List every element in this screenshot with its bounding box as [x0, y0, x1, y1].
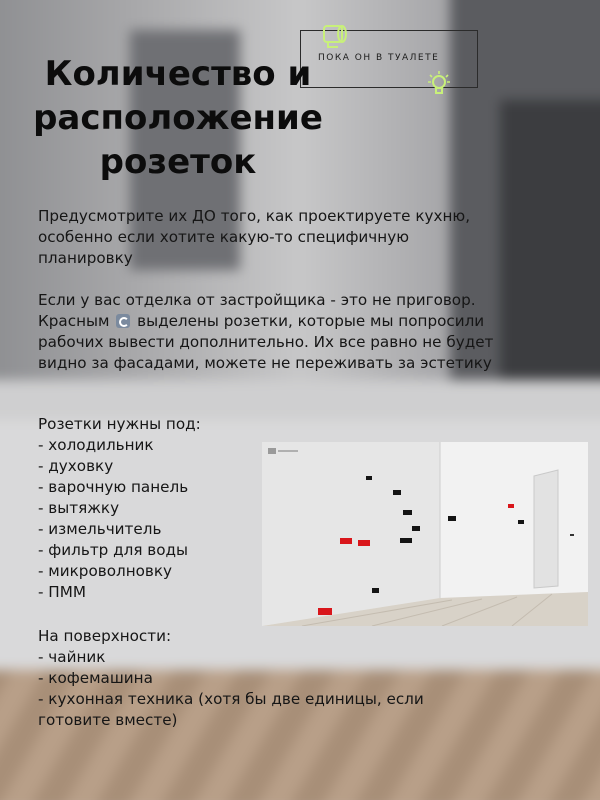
list-item: - варочную панель [38, 478, 189, 496]
toilet-paper-icon [322, 22, 352, 48]
socket-added [318, 608, 332, 615]
list-item: - чайник [38, 648, 106, 666]
note-paragraph [38, 290, 508, 374]
sockets-header: Розетки нужны под: [38, 415, 201, 433]
socket-existing [372, 588, 379, 593]
title-line: Количество и [44, 54, 312, 94]
socket-existing [448, 516, 456, 521]
refresh-icon [116, 314, 130, 328]
intro-paragraph: Предусмотрите их ДО того, как проектируете кухню, особенно если хотите какую-то специфичную планировку [38, 207, 471, 267]
socket-existing [412, 526, 420, 531]
list-item: - кухонная техника (хотя бы две единицы, если готовите вместе) [38, 690, 424, 729]
list-item: - духовку [38, 457, 114, 475]
socket-existing [518, 520, 524, 524]
socket-existing [400, 538, 412, 543]
note-text-after: выделены розетки, которые мы попросили рабочих вывести дополнительно. Их все равно не будет видно за фасадами, можете не переживать за эстетику [38, 312, 494, 372]
list-item: - микроволновку [38, 562, 173, 580]
socket-added [340, 538, 352, 544]
list-item: - вытяжку [38, 499, 120, 517]
note-text-before: Если у вас отделка от застройщика - это не приговор. Красным [38, 291, 476, 330]
list-item: - холодильник [38, 436, 154, 454]
watermark-icon [268, 448, 276, 454]
surface-header: На поверхности: [38, 627, 172, 645]
lightbulb-icon [428, 70, 450, 100]
socket-existing [366, 476, 372, 480]
list-item: - ПММ [38, 583, 86, 601]
socket-existing [393, 490, 401, 495]
surface-list [38, 626, 468, 731]
title-line: розеток [99, 142, 257, 182]
sockets-list [38, 414, 201, 603]
room-sockets-photo [262, 442, 588, 626]
socket-added [508, 504, 514, 508]
page-title [18, 52, 338, 184]
socket-added [358, 540, 370, 546]
list-item: - фильтр для воды [38, 541, 189, 559]
brand-name: ПОКА ОН В ТУАЛЕТЕ [318, 53, 440, 63]
socket-existing [403, 510, 412, 515]
list-item: - измельчитель [38, 520, 162, 538]
list-item: - кофемашина [38, 669, 153, 687]
title-line: расположение [33, 98, 323, 138]
